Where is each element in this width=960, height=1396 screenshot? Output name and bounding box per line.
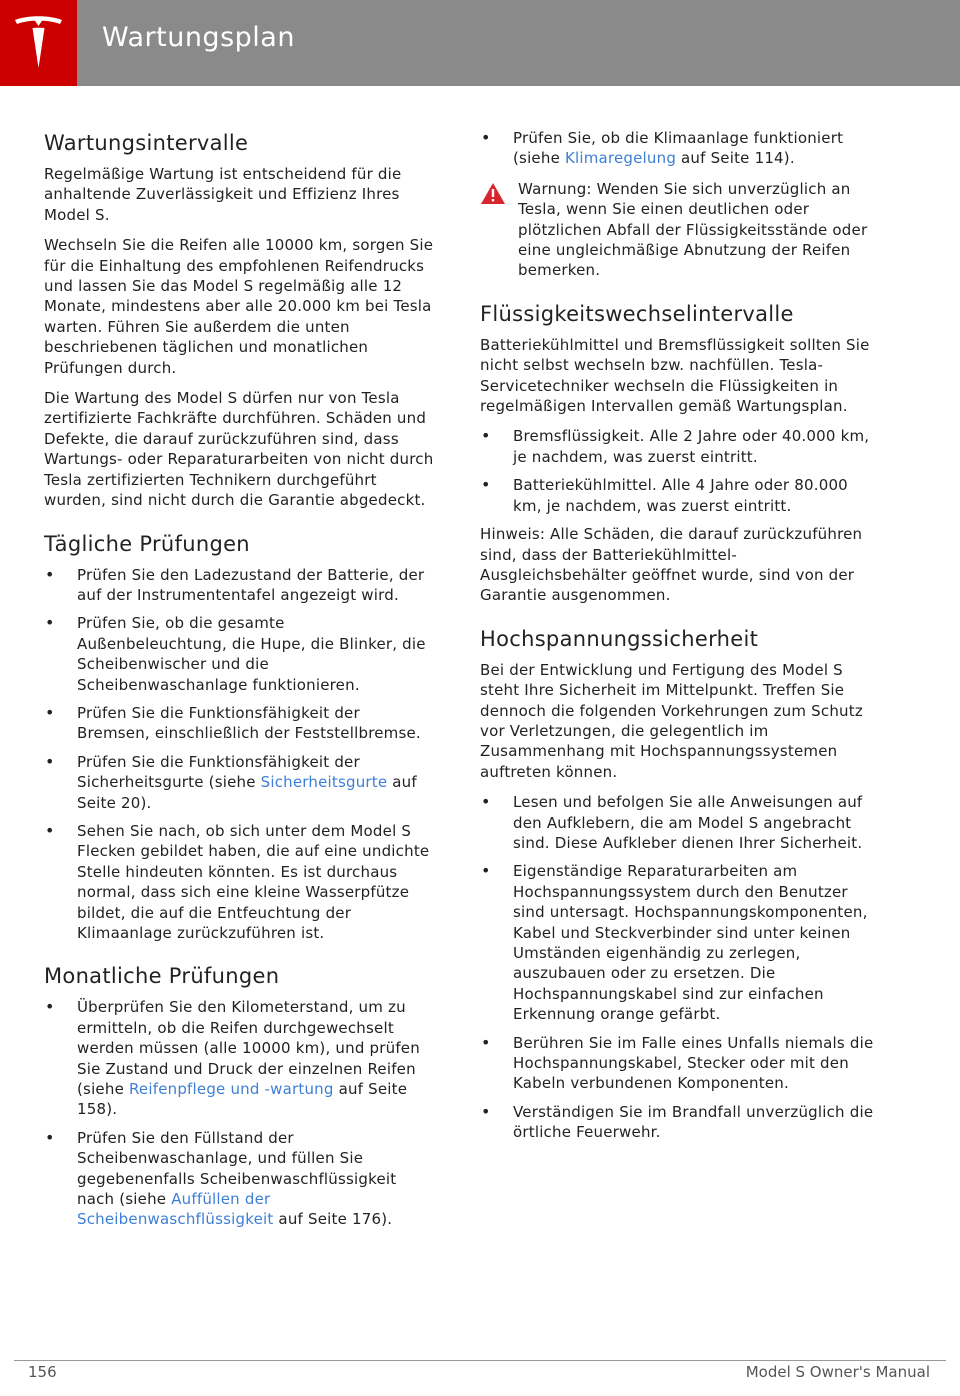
list-item xyxy=(480,128,876,169)
item-text: auf Seite 176). xyxy=(273,1210,393,1229)
item-text: auf Seite 20). xyxy=(77,773,417,812)
paragraph: Regelmäßige Wartung ist entscheidend für die anhaltende Zuverlässigkeit und Effizienz Ihres Model S. xyxy=(44,165,402,224)
list-item: • Prüfen Sie den Ladezustand der Batterie, der auf der Instrumententafel angezeigt wird. xyxy=(44,565,436,606)
item-text: auf Seite 114). xyxy=(676,149,795,168)
bullet-list xyxy=(44,565,436,944)
list-item: • Verständigen Sie im Brandfall unverzüglich die örtliche Feuerwehr. xyxy=(480,1102,876,1143)
list-item: • Lesen und befolgen Sie alle Anweisungen auf den Aufklebern, die am Model S angebracht sind. Diese Aufkleber dienen Ihrer Sicherheit. xyxy=(480,792,876,853)
paragraph: Batteriekühlmittel und Bremsflüssigkeit sollten Sie nicht selbst wechseln bzw. nachfüllen. Tesla-Servicetechniker wechseln die Flüssigkeiten in regelmäßigen Intervallen gemäß Wartungsplan. xyxy=(480,335,870,416)
bullet-list xyxy=(480,128,876,169)
section-title: Flüssigkeitswechselintervalle xyxy=(480,301,794,326)
item-text: Prüfen Sie, ob die Klimaanlage funktioniert (siehe xyxy=(513,129,844,168)
list-item: • Berühren Sie im Falle eines Unfalls niemals die Hochspannungskabel, Stecker oder mit den Kabeln verbundenen Komponenten. xyxy=(480,1033,876,1094)
section-monthly-checks xyxy=(44,961,436,1229)
bullet-list xyxy=(480,426,876,516)
item-text: Prüfen Sie die Funktionsfähigkeit der Sicherheitsgurte (siehe xyxy=(77,752,360,792)
list-item xyxy=(44,997,436,1119)
page-title: Wartungsplan xyxy=(102,22,295,53)
tesla-logo xyxy=(0,0,77,86)
link-climate-control[interactable]: Klimaregelung xyxy=(564,149,677,168)
item-text: Prüfen Sie den Füllstand der Scheibenwaschanlage, und füllen Sie gegebenenfalls Scheibenwaschflüssigkeit nach (siehe xyxy=(77,1128,397,1209)
section-title: Tägliche Prüfungen xyxy=(44,531,250,556)
link-tire-care[interactable]: Reifenpflege und -wartung xyxy=(128,1080,334,1099)
list-item: • Sehen Sie nach, ob sich unter dem Model S Flecken gebildet haben, die auf eine undichte Stelle hindeuten könnten. Es ist durchaus normal, dass sich eine kleine Wasserpfütze bildet, die auf die Entfeuchtung der Klimaanlage zurückzuführen ist. xyxy=(44,821,436,943)
warning-box xyxy=(480,179,876,281)
list-item: • Batteriekühlmittel. Alle 4 Jahre oder 80.000 km, je nachdem, was zuerst eintritt. xyxy=(480,475,876,516)
right-column xyxy=(480,128,876,1151)
item-text: auf Seite 158). xyxy=(77,1080,408,1119)
section-fluid-intervals xyxy=(480,299,876,606)
link-seatbelts[interactable]: Sicherheitsgurte xyxy=(260,773,388,792)
left-column xyxy=(44,128,436,1238)
section-high-voltage-safety xyxy=(480,624,876,1143)
section-maintenance-intervals xyxy=(44,128,436,511)
paragraph: Bei der Entwicklung und Fertigung des Model S steht Ihre Sicherheit im Mittelpunkt. Treffen Sie dennoch die folgenden Vorkehrungen zum Schutz vor Verletzungen, die gelegentlich im Zusammenhang mit Hochspannungssystemen auftreten können. xyxy=(480,660,863,781)
bullet-list xyxy=(480,792,876,1143)
section-daily-checks xyxy=(44,529,436,944)
page-number: 156 xyxy=(28,1363,57,1381)
footer-divider xyxy=(14,1360,946,1361)
paragraph: Die Wartung des Model S dürfen nur von Tesla zertifizierte Fachkräfte durchführen. Schäden und Defekte, die darauf zurückzuführen sind, dass Wartungs- oder Reparaturarbeiten von nicht durch Tesla zertifizierten Technikern durchgeführt wurden, sind nicht durch die Garantie abgedeckt. xyxy=(44,389,434,510)
section-title: Hochspannungssicherheit xyxy=(480,626,759,651)
paragraph: Wechseln Sie die Reifen alle 10000 km, sorgen Sie für die Einhaltung des empfohlenen Reifendrucks und lassen Sie das Model S regelmäßig alle 12 Monate, mindestens aber alle 20.000 km bei Tesla warten. Führen Sie außerdem die unten beschriebenen täglichen und monatlichen Prüfungen durch. xyxy=(44,236,434,377)
section-title: Wartungsintervalle xyxy=(44,131,249,155)
list-item: • Bremsflüssigkeit. Alle 2 Jahre oder 40.000 km, je nachdem, was zuerst eintritt. xyxy=(480,426,876,467)
warning-triangle-icon xyxy=(480,182,506,205)
page-header xyxy=(0,0,960,86)
warning-text: Warnung: Wenden Sie sich unverzüglich an Tesla, wenn Sie einen deutlichen oder plötzlichen Abfall der Flüssigkeitsstände oder eine ungleichmäßige Abnutzung der Reifen bemerken. xyxy=(518,179,868,280)
list-item: • Prüfen Sie, ob die gesamte Außenbeleuchtung, die Hupe, die Blinker, die Scheibenwischer und die Scheibenwaschanlage funktionieren. xyxy=(44,613,436,695)
list-item: • Eigenständige Reparaturarbeiten am Hochspannungssystem durch den Benutzer sind untersagt. Hochspannungskomponenten, Kabel und Steckverbinder sind unter keinen Umständen eigenhändig zu zerlegen, auszubauen oder zu ersetzen. Die Hochspannungskabel sind zur einfachen Erkennung orange gefärbt. xyxy=(480,861,876,1024)
note-text: Hinweis: Alle Schäden, die darauf zurückzuführen sind, dass der Batteriekühlmittel-Ausgleichsbehälter geöffnet wurde, sind von der Garantie ausgenommen. xyxy=(480,525,863,605)
bullet-list xyxy=(44,997,436,1229)
manual-title: Model S Owner's Manual xyxy=(745,1363,930,1381)
item-text: Überprüfen Sie den Kilometerstand, um zu ermitteln, ob die Reifen durchgewechselt werden müssen (alle 10000 km), und prüfen Sie Zustand und Druck der einzelnen Reifen (siehe xyxy=(77,998,420,1099)
list-item xyxy=(44,752,436,813)
link-washer-fluid[interactable]: Auffüllen der Scheibenwaschflüssigkeit xyxy=(77,1190,274,1229)
list-item xyxy=(44,1128,436,1230)
list-item: • Prüfen Sie die Funktionsfähigkeit der Bremsen, einschließlich der Feststellbremse. xyxy=(44,703,436,744)
tesla-logo-icon xyxy=(13,16,64,70)
section-title: Monatliche Prüfungen xyxy=(44,964,280,989)
